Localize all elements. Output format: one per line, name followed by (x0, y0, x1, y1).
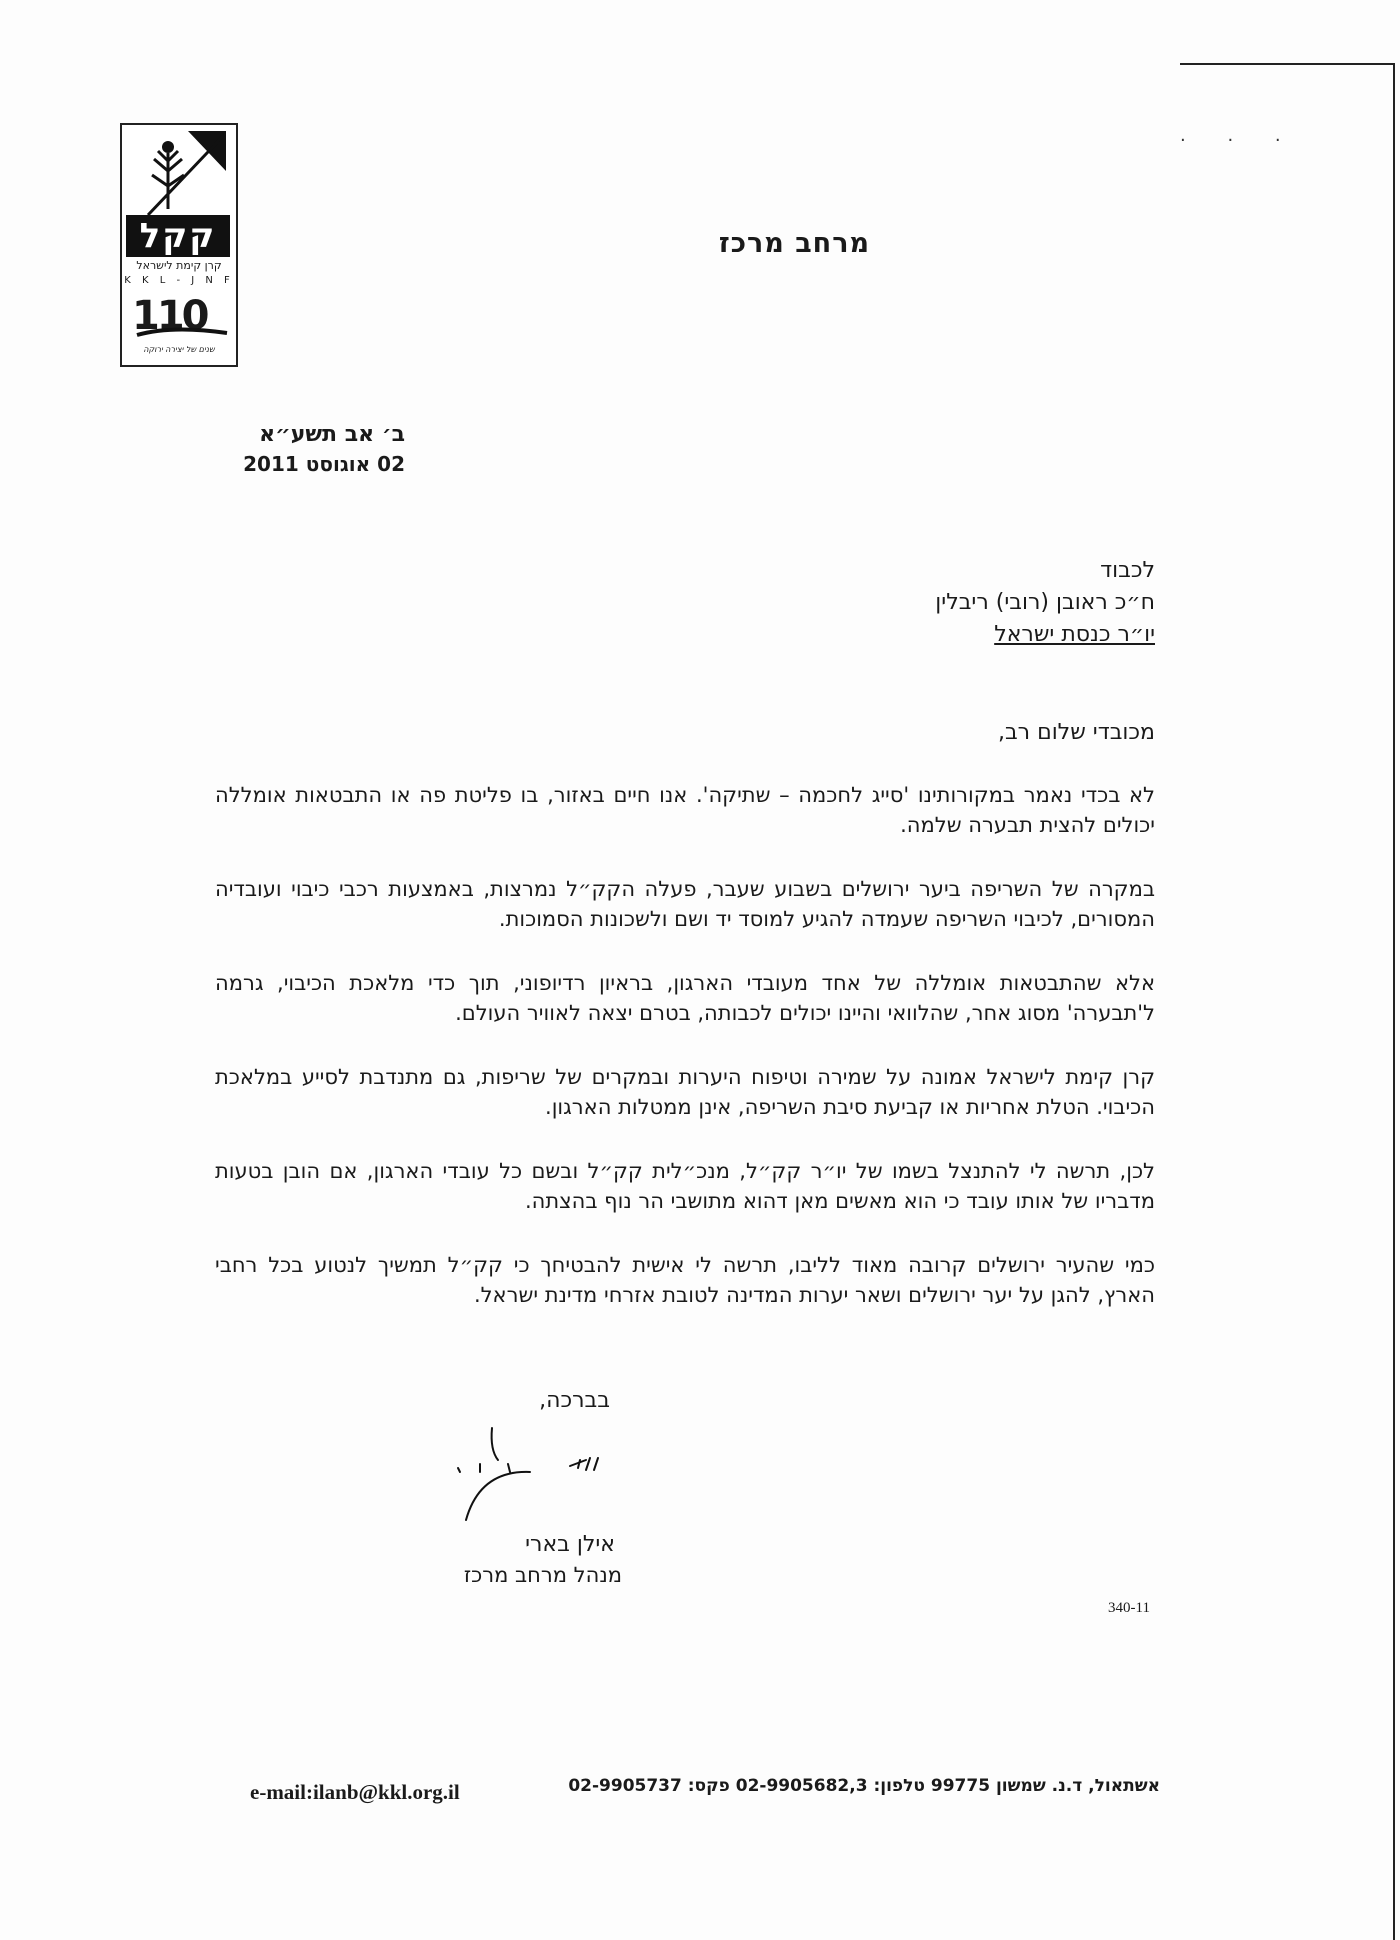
signer-title: מנהל מרחב מרכז (463, 1563, 622, 1587)
paragraph: לכן, תרשה לי להתנצל בשמו של יו״ר קק״ל, מנכ״לית קק״ל ובשם כל עובדי הארגון, אם הובן בטעות מדבריו של אותו עובד כי הוא מאשים מאן דהוא מתושבי הר נוף בהצתה. (215, 1159, 1155, 1213)
footer-address-contact: אשתאול, ד.נ. שמשון 99775 טלפון: 02-9905682,3 פקס: 02-9905737 (568, 1776, 1160, 1796)
kkl-logo (120, 123, 238, 367)
letter-greeting: מכובדי שלום רב, (997, 720, 1155, 745)
handwritten-signature (440, 1420, 620, 1530)
kkl-mark: קקל (126, 215, 230, 257)
recipient-name: ח״כ ראובן (רובי) ריבלין (935, 590, 1155, 615)
page-edge-right (1393, 63, 1395, 1940)
anniversary-number: 110 (132, 293, 207, 339)
paragraph: במקרה של השריפה ביער ירושלים בשבוע שעבר, פעלה הקק״ל נמרצות, באמצעות רכבי כיבוי ועובדיה המסורים, לכיבוי השריפה שעמדה להגיע למוסד יד ושם ולשכונות הסמוכות. (215, 877, 1155, 931)
recipient-salutation: לכבוד (1100, 558, 1155, 583)
date-gregorian: 02 אוגוסט 2011 (243, 452, 405, 476)
org-name-english: K K L - J N F (124, 275, 234, 286)
recipient-block (935, 555, 1155, 651)
logo-tagline: שנים של יצירה ירוקה (143, 345, 215, 354)
paragraph: כמי שהעיר ירושלים קרובה מאוד לליבו, תרשה לי אישית להבטיחך כי קק״ל תמשיך לנטוע בכל רחבי הארץ, להגן על יער ירושלים ושאר יערות המדינה לטובת אזרחי מדינת ישראל. (215, 1253, 1155, 1307)
reference-number: 340-11 (1108, 1600, 1150, 1616)
page-edge-top (1180, 63, 1395, 65)
letter-closing: בברכה, (539, 1388, 610, 1413)
anniversary-emblem (132, 293, 232, 341)
recipient-title: יו״ר כנסת ישראל (994, 622, 1155, 647)
paragraph: לא בכדי נאמר במקורותינו 'סייג לחכמה – שתיקה'. אנו חיים באזור, בו פליטת פה או התבטאות אומללה יכולים להצית תבערה שלמה. (215, 783, 1155, 837)
paragraph: קרן קימת לישראל אמונה על שמירה וטיפוח היערות ובמקרים של שריפות, גם מתנדבת לסייע במלאכת הכיבוי. הטלת אחריות או קביעת סיבת השריפה, אינן ממטלות הארגון. (215, 1065, 1155, 1119)
signer-name: אילן בארי (525, 1532, 615, 1557)
tree-icon (128, 131, 226, 217)
paragraph: אלא שהתבטאות אומללה של אחד מעובדי הארגון, בראיון רדיופוני, תוך כדי מלאכת הכיבוי, גרמה ל'תבערה' מסוג אחר, שהלוואי והיינו יכולים לכבותה, בטרם יצאה לאוויר העולם. (215, 971, 1155, 1025)
org-name-hebrew: קרן קימת לישראל (136, 259, 222, 272)
department-title: מרחב מרכז (718, 228, 870, 259)
scan-specks: · · · (1180, 130, 1299, 151)
letter-body (215, 780, 1155, 1344)
date-hebrew: ב׳ אב תשע״א (259, 422, 405, 447)
footer-email: e-mail:ilanb@kkl.org.il (250, 1780, 460, 1804)
